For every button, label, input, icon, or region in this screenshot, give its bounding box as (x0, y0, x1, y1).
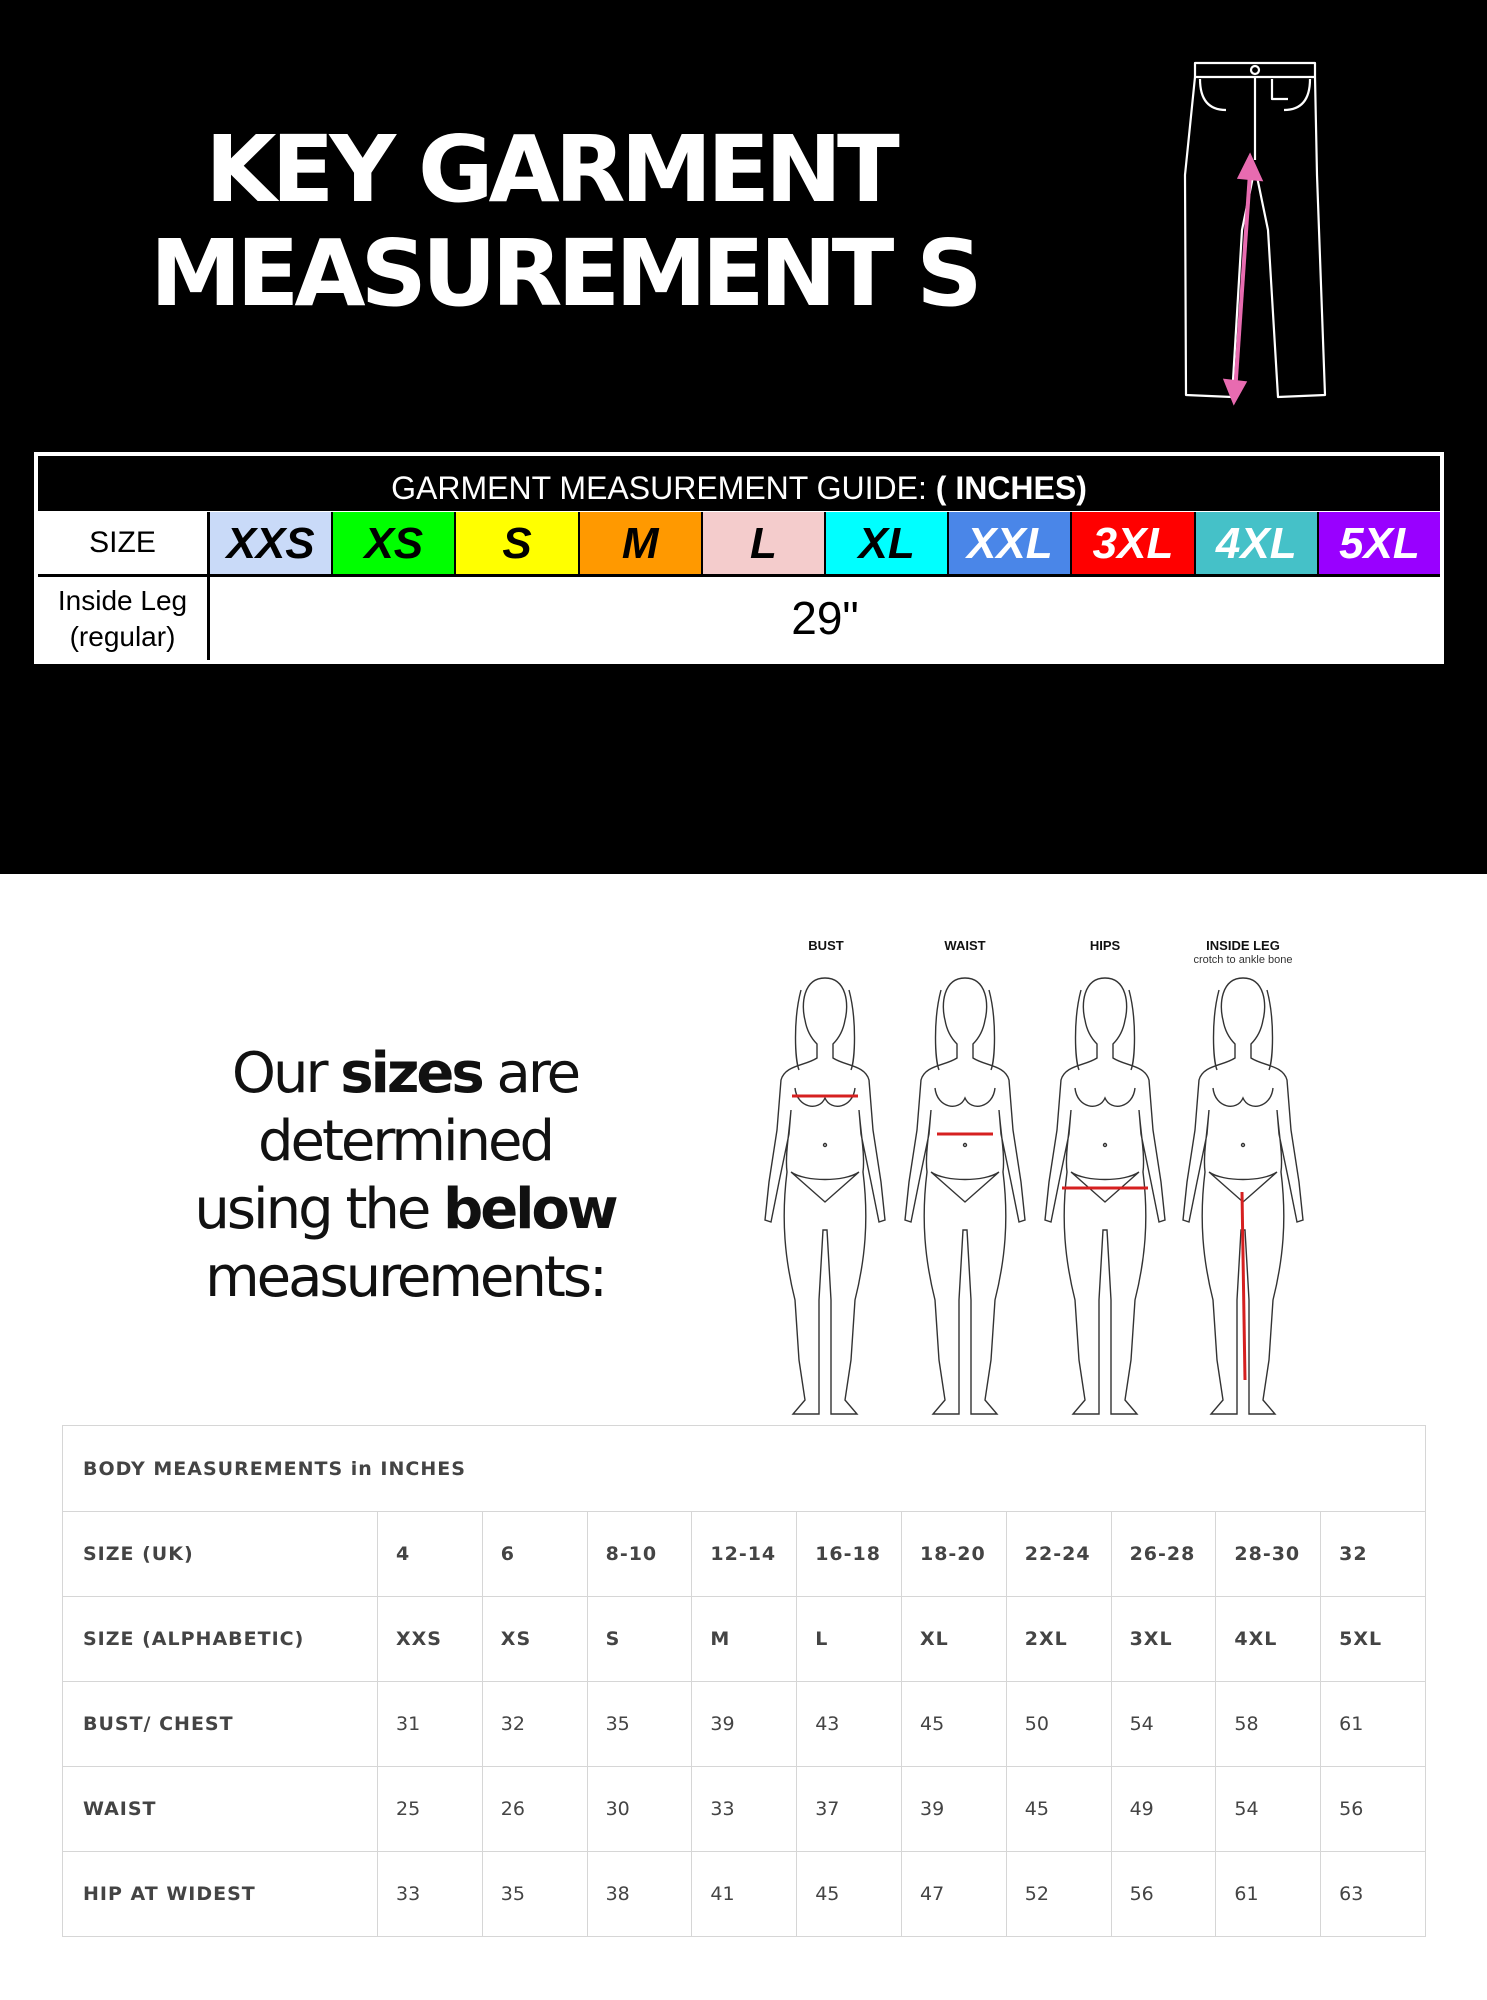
size-cell-3xl: 3XL (1072, 512, 1195, 574)
title-line-1: KEY GARMENT (205, 116, 895, 223)
table-cell: 4 (378, 1512, 483, 1596)
figure-label-bust: BUST (808, 938, 844, 953)
table-cell: 39 (692, 1682, 797, 1766)
title-line-2: MEASUREMENT S (150, 220, 978, 327)
table-cell: 22-24 (1007, 1512, 1112, 1596)
intro-text-3b: below (443, 1177, 616, 1242)
size-cell-l: L (703, 512, 826, 574)
inside-leg-row (38, 574, 1440, 660)
figure-label-inside-leg: INSIDE LEG (1206, 938, 1280, 953)
row-header: SIZE (ALPHABETIC) (63, 1597, 378, 1681)
table-cell: XXS (378, 1597, 483, 1681)
page-title (150, 116, 978, 327)
table-cell: 52 (1007, 1852, 1112, 1937)
guide-header (38, 456, 1440, 511)
guide-units: ( INCHES) (935, 470, 1087, 506)
figure-label-waist: WAIST (944, 938, 986, 953)
table-cell: 56 (1339, 1798, 1364, 1820)
table-cell: XL (902, 1597, 1007, 1681)
table-cell: 33 (378, 1852, 483, 1937)
inside-leg-label-line-1: Inside Leg (57, 585, 188, 616)
table-cell: 3XL (1112, 1597, 1217, 1681)
table-cell: 26-28 (1112, 1512, 1217, 1596)
table-cell: 2XL (1007, 1597, 1112, 1681)
table-cell: 8-10 (588, 1512, 693, 1596)
table-cell: 35 (483, 1852, 588, 1937)
size-cell-xs: XS (333, 512, 456, 574)
table-cell: 18-20 (902, 1512, 1007, 1596)
body-measurements-table (62, 1425, 1426, 1937)
size-swatch-row (210, 512, 1440, 574)
table-cell: 61 (1339, 1713, 1364, 1735)
body-table-title: BODY MEASUREMENTS in INCHES (63, 1426, 1425, 1512)
row-header: HIP AT WIDEST (63, 1852, 378, 1937)
intro-text-1c: are (481, 1041, 579, 1106)
size-cell-4xl: 4XL (1196, 512, 1319, 574)
table-cell: 33 (692, 1767, 797, 1851)
table-cell: 39 (902, 1767, 1007, 1851)
table-cell: M (692, 1597, 797, 1681)
table-cell: 5XL (1339, 1628, 1383, 1650)
table-cell: 58 (1216, 1682, 1321, 1766)
table-row (63, 1767, 1425, 1852)
size-cell-xxl: XXL (949, 512, 1072, 574)
size-cell-xxs: XXS (210, 512, 333, 574)
inside-leg-label-line-2: (regular) (69, 621, 176, 652)
table-cell: 50 (1007, 1682, 1112, 1766)
inside-leg-label (38, 577, 210, 660)
intro-text-2: determined (257, 1109, 553, 1174)
row-header: SIZE (UK) (63, 1512, 378, 1596)
trousers-inseam-icon (1180, 55, 1330, 415)
intro-text-3a: using the (194, 1177, 444, 1242)
table-cell: 45 (902, 1682, 1007, 1766)
garment-measurement-guide (34, 452, 1444, 664)
table-cell: 54 (1216, 1767, 1321, 1851)
table-cell: 28-30 (1216, 1512, 1321, 1596)
size-cell-s: S (456, 512, 579, 574)
guide-title: GARMENT MEASUREMENT GUIDE: (391, 470, 927, 506)
size-cell-5xl: 5XL (1319, 512, 1440, 574)
size-cell-m: M (580, 512, 703, 574)
inside-leg-value: 29" (791, 592, 859, 644)
table-cell: 41 (692, 1852, 797, 1937)
table-cell: 35 (588, 1682, 693, 1766)
table-cell: 32 (1339, 1543, 1368, 1565)
table-cell: L (797, 1597, 902, 1681)
table-cell: XS (483, 1597, 588, 1681)
table-row (63, 1852, 1425, 1937)
header-band (0, 0, 1487, 874)
table-cell: 63 (1339, 1883, 1364, 1905)
intro-text (170, 1040, 640, 1312)
table-cell: 26 (483, 1767, 588, 1851)
table-row (63, 1512, 1425, 1597)
table-cell: 32 (483, 1682, 588, 1766)
table-cell: 56 (1112, 1852, 1217, 1937)
table-row (63, 1682, 1425, 1767)
table-cell: 45 (797, 1852, 902, 1937)
size-row-label: SIZE (38, 512, 210, 574)
table-cell: 16-18 (797, 1512, 902, 1596)
figure-sublabel-inside-leg: crotch to ankle bone (1193, 954, 1293, 966)
intro-text-1a: Our (231, 1041, 341, 1106)
table-cell: 37 (797, 1767, 902, 1851)
table-cell: S (588, 1597, 693, 1681)
table-cell: 61 (1216, 1852, 1321, 1937)
table-cell: 30 (588, 1767, 693, 1851)
table-cell: 4XL (1216, 1597, 1321, 1681)
table-cell: 54 (1112, 1682, 1217, 1766)
inside-leg-marker (1242, 1192, 1245, 1380)
size-cell-xl: XL (826, 512, 949, 574)
intro-text-4: measurements: (205, 1245, 605, 1310)
figure-label-hips: HIPS (1089, 938, 1121, 953)
row-header: WAIST (63, 1767, 378, 1851)
table-row (63, 1597, 1425, 1682)
row-header: BUST/ CHEST (63, 1682, 378, 1766)
table-cell: 45 (1007, 1767, 1112, 1851)
table-cell: 47 (902, 1852, 1007, 1937)
table-cell: 43 (797, 1682, 902, 1766)
table-cell: 25 (378, 1767, 483, 1851)
table-cell: 49 (1112, 1767, 1217, 1851)
table-cell: 6 (483, 1512, 588, 1596)
table-cell: 12-14 (692, 1512, 797, 1596)
table-cell: 38 (588, 1852, 693, 1937)
measurement-figures (750, 920, 1320, 1440)
body-outlines-graphic (750, 920, 1320, 1440)
table-cell: 31 (378, 1682, 483, 1766)
intro-text-1b: sizes (340, 1041, 482, 1106)
